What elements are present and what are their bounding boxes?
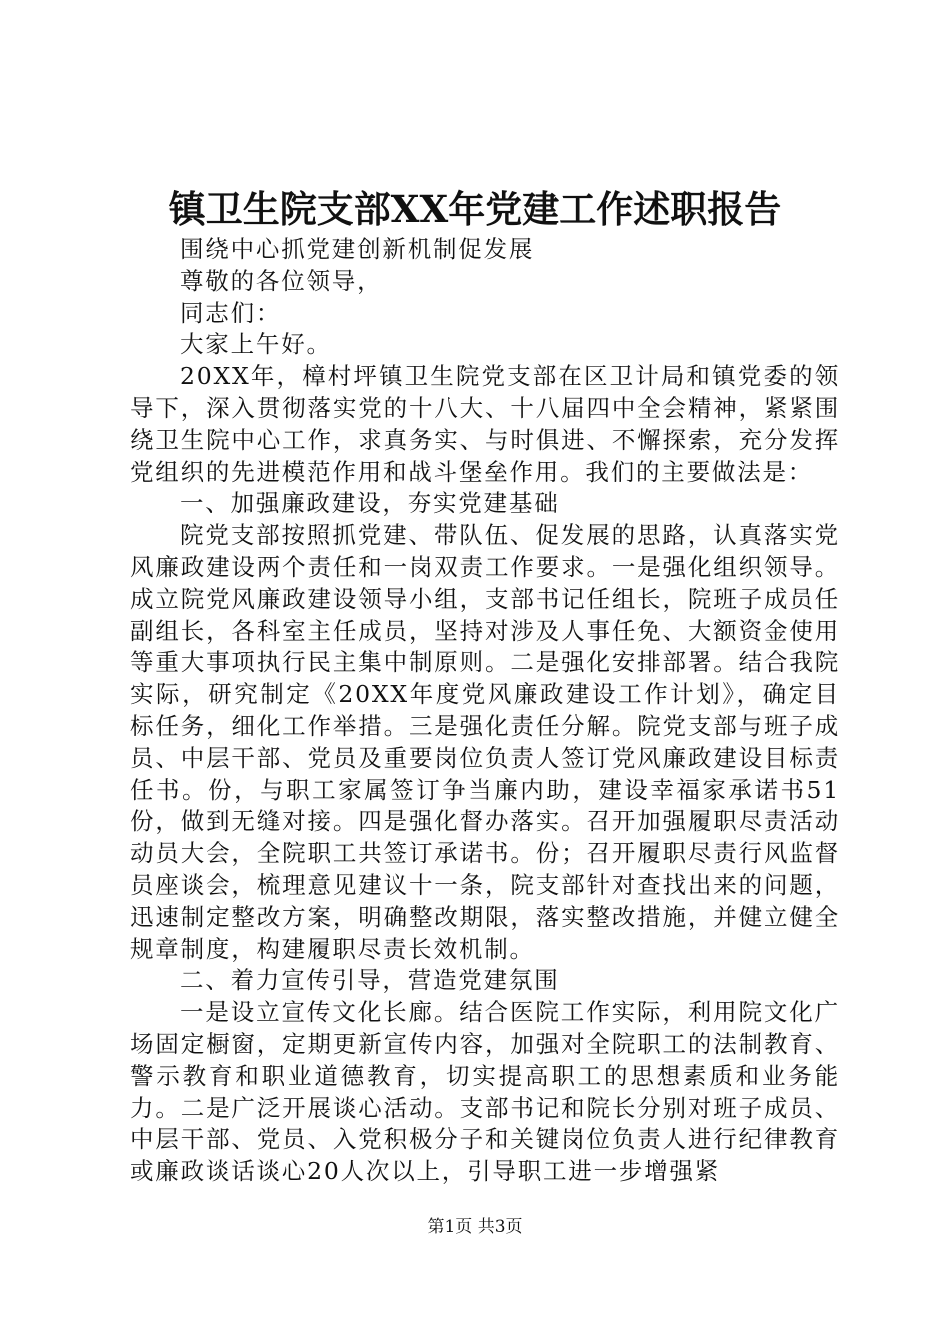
paragraph-section-2: 一是设立宣传文化长廊。结合医院工作实际，利用院文化广场固定橱窗，定期更新宣传内容，加强对全院职工的法制教育、警示教育和职业道德教育，切实提高职工的思想素质和业务能力。二是广泛开展谈心活动。支部书记和院长分别对班子成员、中层干部、党员、入党积极分子和关键岗位负责人进行纪律教育或廉政谈话谈心20人次以上，引导职工进一步增强紧 [130, 998, 840, 1186]
page-footer: 第1页 共3页 [427, 1217, 523, 1237]
document-title: 镇卫生院支部XX年党建工作述职报告 [168, 187, 782, 231]
section-heading-2: 二、着力宣传引导，营造党建氛围 [180, 966, 560, 995]
document-body [130, 234, 840, 1188]
paragraph-section-1: 院党支部按照抓党建、带队伍、促发展的思路，认真落实党风廉政建设两个责任和一岗双责工作要求。一是强化组织领导。成立院党风廉政建设领导小组，支部书记任组长，院班子成员任副组长，各科室主任成员，坚持对涉及人事任免、大额资金使用等重大事项执行民主集中制原则。二是强化安排部署。结合我院实际，研究制定《20XX年度党风廉政建设工作计划》，确定目标任务，细化工作举措。三是强化责任分解。院党支部与班子成员、中层干部、党员及重要岗位负责人签订党风廉政建设目标责任书。份，与职工家属签订争当廉内助，建设幸福家承诺书51份，做到无缝对接。四是强化督办落实。召开加强履职尽责活动动员大会，全院职工共签订承诺书。份；召开履职尽责行风监督员座谈会，梳理意见建议十一条，院支部针对查找出来的问题，迅速制定整改方案，明确整改期限，落实整改措施，并健立健全规章制度，构建履职尽责长效机制。 [130, 521, 840, 963]
section-heading-1: 一、加强廉政建设，夯实党建基础 [180, 489, 560, 518]
paragraph-intro: 20XX年，樟村坪镇卫生院党支部在区卫计局和镇党委的领导下，深入贯彻落实党的十八大、十八届四中全会精神，紧紧围绕卫生院中心工作，求真务实、与时俱进、不懈探索，充分发挥党组织的先进模范作用和战斗堡垒作用。我们的主要做法是： [130, 362, 840, 486]
paragraph-greeting: 大家上午好。 [180, 330, 332, 359]
paragraph-subtitle: 围绕中心抓党建创新机制促发展 [180, 235, 535, 263]
paragraph-salutation-comrades: 同志们： [180, 298, 282, 327]
paragraph-salutation: 尊敬的各位领导， [180, 266, 383, 295]
